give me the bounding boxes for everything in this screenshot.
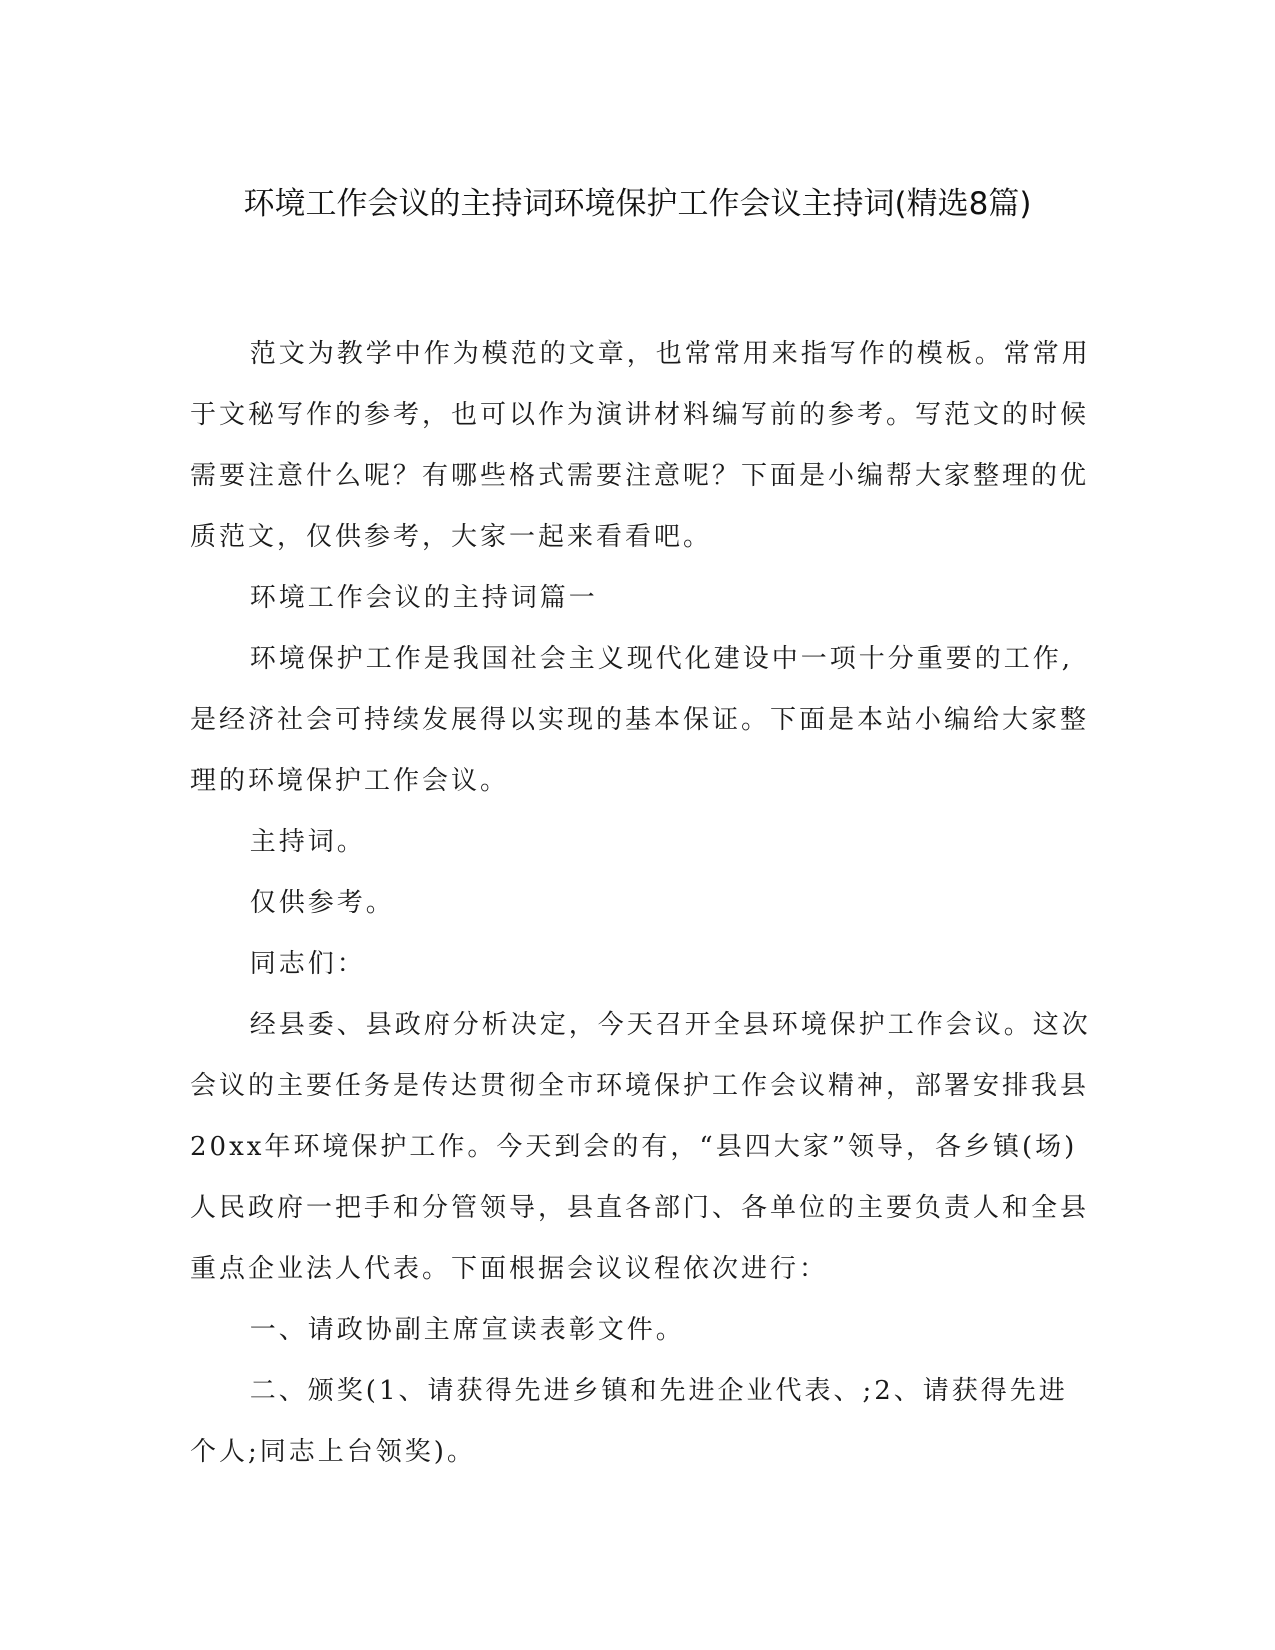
document-body bbox=[190, 324, 1095, 1483]
paragraph-host-words: 主持词。 bbox=[249, 827, 366, 857]
paragraph-environment: 环境保护工作是我国社会主义现代化建设中一项十分重要的工作,是经济社会可持续发展得以实现的基本保证。下面是本站小编给大家整理的环境保护工作会议。 bbox=[190, 644, 1090, 796]
agenda-item-2: 二、颁奖(1、请获得先进乡镇和先进企业代表、;2、请获得先进个人;同志上台领奖)。 bbox=[190, 1376, 1068, 1467]
paragraph-meeting-intro: 经县委、县政府分析决定，今天召开全县环境保护工作会议。这次会议的主要任务是传达贯彻全市环境保护工作会议精神，部署安排我县20xx年环境保护工作。今天到会的有，“县四大家”领导，各乡镇(场)人民政府一把手和分管领导，县直各部门、各单位的主要负责人和全县重点企业法人代表。下面根据会议议程依次进行： bbox=[190, 1010, 1091, 1284]
paragraph-for-reference: 仅供参考。 bbox=[249, 888, 395, 918]
document-title: 环境工作会议的主持词环境保护工作会议主持词(精选8篇) bbox=[243, 186, 1032, 222]
section-heading: 环境工作会议的主持词篇一 bbox=[249, 583, 598, 613]
paragraph-greeting: 同志们： bbox=[249, 949, 366, 979]
paragraph-intro: 范文为教学中作为模范的文章，也常常用来指写作的模板。常常用于文秘写作的参考，也可以作为演讲材料编写前的参考。写范文的时候需要注意什么呢？有哪些格式需要注意呢？下面是小编帮大家整理的优质范文，仅供参考，大家一起来看看吧。 bbox=[190, 339, 1091, 552]
agenda-item-1: 一、请政协副主席宣读表彰文件。 bbox=[249, 1315, 685, 1345]
